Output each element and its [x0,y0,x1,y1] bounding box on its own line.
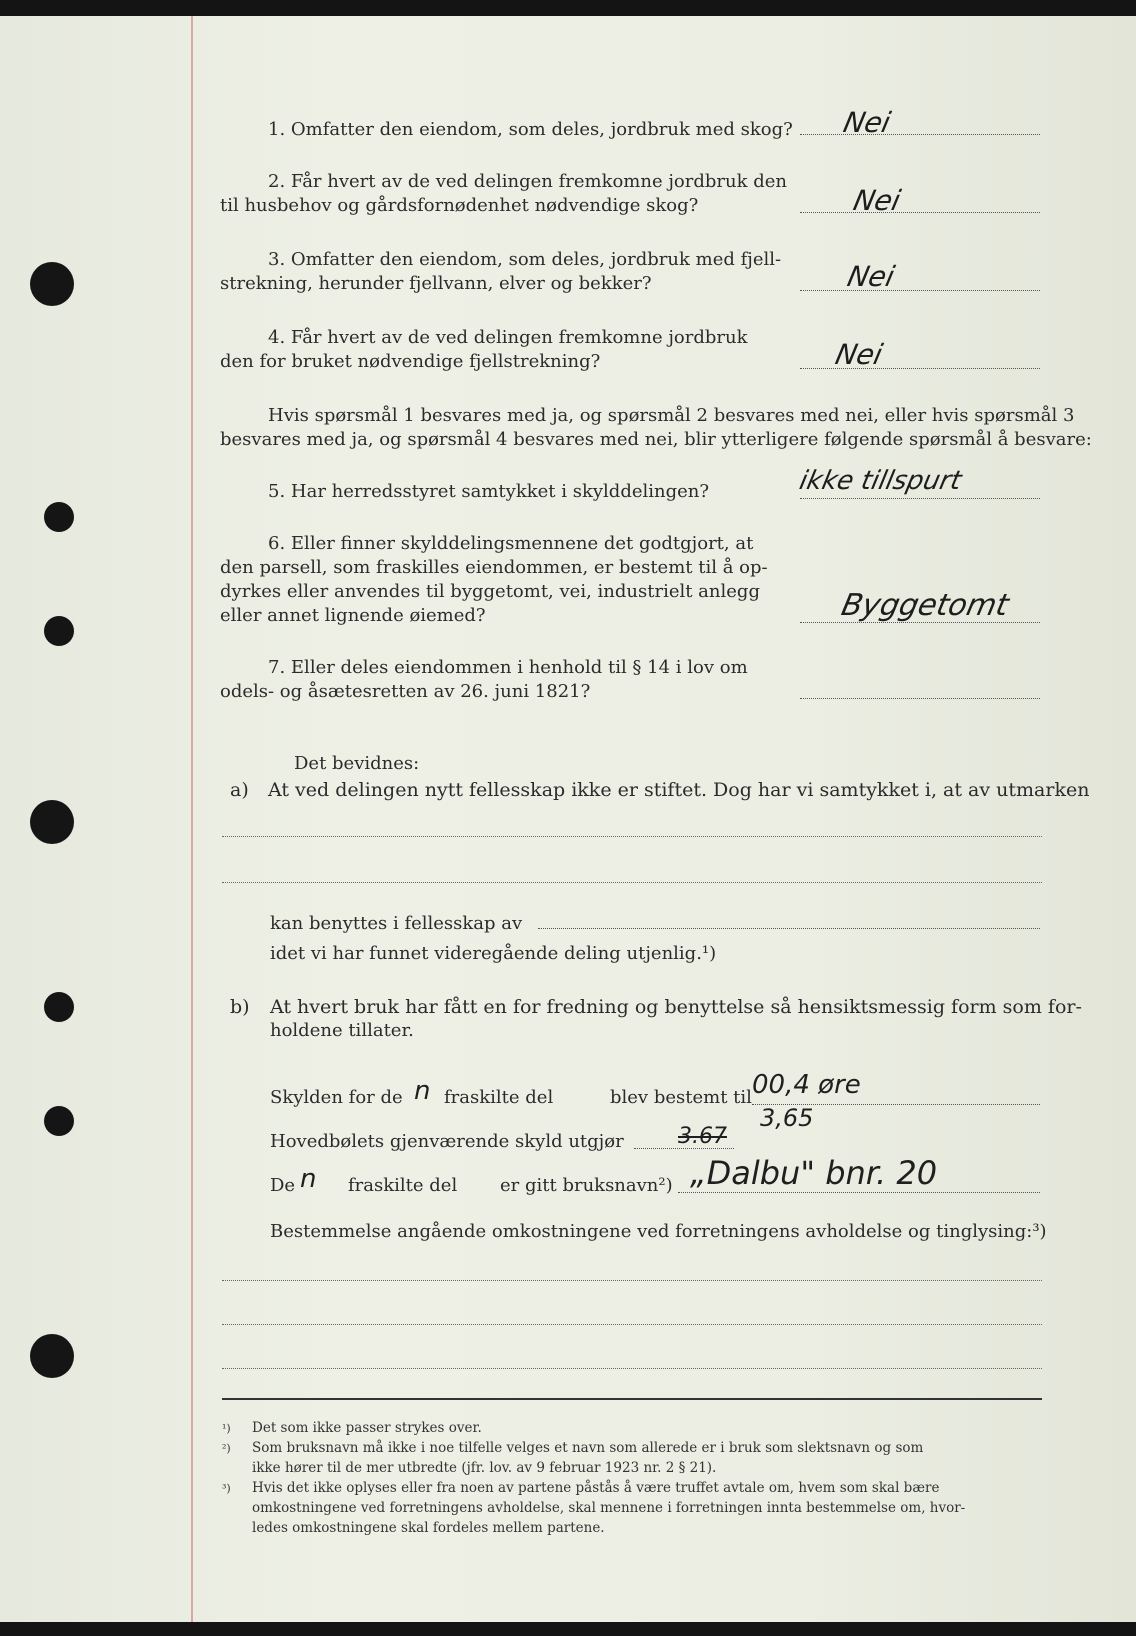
skyld-row3-part: fraskilte del [348,1175,458,1196]
punch-hole [44,616,74,646]
punch-hole [30,1334,74,1378]
blank-line [222,1368,1042,1369]
answer-5: ikke tillspurt [796,466,965,496]
answer-line-2 [800,212,1040,213]
answer-4: Nei [832,338,886,371]
footnote-1-mark: ¹) [222,1422,231,1435]
question-4-line1: 4. Får hvert av de ved delingen fremkomne jordbruk [268,327,748,348]
common-blank-line [538,928,1040,929]
blank-line [222,836,1042,837]
question-3-line2: strekning, herunder fjellvann, elver og bekker? [220,273,652,294]
punch-hole [30,262,74,306]
certify-a-text: At ved delingen nytt fellesskap ikke er stiftet. Dog har vi samtykket i, at av utmarken [268,779,1090,801]
skyld-row3-label: De [270,1175,296,1196]
certify-a-common: kan benyttes i fellesskap av [270,913,523,934]
footnote-divider [222,1398,1042,1400]
punch-hole [30,800,74,844]
footnote-1-line1: Det som ikke passer strykes over. [252,1420,482,1436]
question-3-line1: 3. Omfatter den eiendom, som deles, jordbruk med fjell- [268,249,782,270]
conditional-line1: Hvis spørsmål 1 besvares med ja, og spørsmål 2 besvares med nei, eller hvis spørsmål 3 [268,405,1075,426]
question-6-line1: 6. Eller finner skylddelingsmennene det godtgjort, at [268,533,754,554]
cost-provision-label: Bestemmelse angående omkostningene ved forretningens avholdelse og tinglysing:³) [270,1221,1047,1242]
certify-a-tail: idet vi har funnet videregående deling utjenlig.¹) [270,943,717,964]
footnote-2-line2: ikke hører til de mer utbredte (jfr. lov. av 9 februar 1923 nr. 2 § 21). [252,1460,717,1476]
skyld-row1-set: blev bestemt til [610,1087,752,1108]
blank-line [222,1324,1042,1325]
certify-a-label: a) [230,779,249,801]
punch-hole [44,992,74,1022]
skyld-row3-value: „Dalbu" bnr. 20 [690,1154,938,1192]
question-7-line2: odels- og åsætesretten av 26. juni 1821? [220,681,591,702]
skyld-row1-value: 00,4 øre [752,1070,861,1100]
question-7-line1: 7. Eller deles eiendommen i henhold til § 14 i lov om [268,657,748,678]
conditional-line2: besvares med ja, og spørsmål 4 besvares med nei, blir ytterligere følgende spørsmål å besvare: [220,429,1092,450]
skyld-row1-hand-n: n [414,1076,431,1106]
footnote-2-line1: Som bruksnavn må ikke i noe tilfelle velges et navn som allerede er i bruk som slektsnavn og som [252,1440,924,1456]
skyld-row3-line [678,1192,1040,1193]
scan-bottom-edge [0,1622,1136,1636]
certify-b-label: b) [230,996,250,1018]
skyld-row3-name-label: er gitt bruksnavn²) [500,1175,673,1196]
punch-hole [44,502,74,532]
certify-heading: Det bevidnes: [294,753,420,774]
certify-b-line2: holdene tillater. [270,1020,414,1041]
answer-line-7 [800,698,1040,699]
scan-top-edge [0,0,1136,16]
skyld-row1-label: Skylden for de [270,1087,403,1108]
footnote-3-line1: Hvis det ikke oplyses eller fra noen av partene påstås å være truffet avtale om, hvem som skal bære [252,1480,940,1496]
answer-2: Nei [850,184,904,217]
punch-hole [44,1106,74,1136]
footnote-3-mark: ³) [222,1482,231,1495]
answer-1: Nei [840,106,894,139]
skyld-row2-old-value: 3.67 [678,1124,727,1149]
blank-line [222,1280,1042,1281]
question-2-line2: til husbehov og gårdsfornødenhet nødvendige skog? [220,195,699,216]
answer-6: Byggetomt [838,588,1012,623]
skyld-row3-hand-n: n [300,1164,317,1194]
answer-line-1 [800,134,1040,135]
footnote-3-line3: ledes omkostningene skal fordeles mellem partene. [252,1520,605,1536]
skyld-row1-part: fraskilte del [444,1087,554,1108]
footnote-3-line2: omkostningene ved forretningens avholdelse, skal mennene i forretningen innta bestemmelse om, hvor- [252,1500,966,1516]
question-6-line4: eller annet lignende øiemed? [220,605,486,626]
question-5: 5. Har herredsstyret samtykket i skylddelingen? [268,481,710,502]
question-2-line1: 2. Får hvert av de ved delingen fremkomne jordbruk den [268,171,788,192]
answer-3: Nei [844,260,898,293]
answer-line-3 [800,290,1040,291]
certify-b-line1: At hvert bruk har fått en for fredning og benyttelse så hensiktsmessig form som for- [270,996,1082,1018]
question-6-line2: den parsell, som fraskilles eiendommen, er bestemt til å op- [220,557,768,578]
answer-line-5 [800,498,1040,499]
margin-rule [191,16,193,1622]
question-6-line3: dyrkes eller anvendes til byggetomt, vei, industrielt anlegg [220,581,760,602]
blank-line [222,882,1042,883]
skyld-row2-value: 3,65 [760,1104,814,1132]
question-4-line2: den for bruket nødvendige fjellstrekning? [220,351,601,372]
skyld-row2-label: Hovedbølets gjenværende skyld utgjør [270,1131,624,1152]
footnote-2-mark: ²) [222,1442,231,1455]
question-1: 1. Omfatter den eiendom, som deles, jordbruk med skog? [268,119,793,140]
